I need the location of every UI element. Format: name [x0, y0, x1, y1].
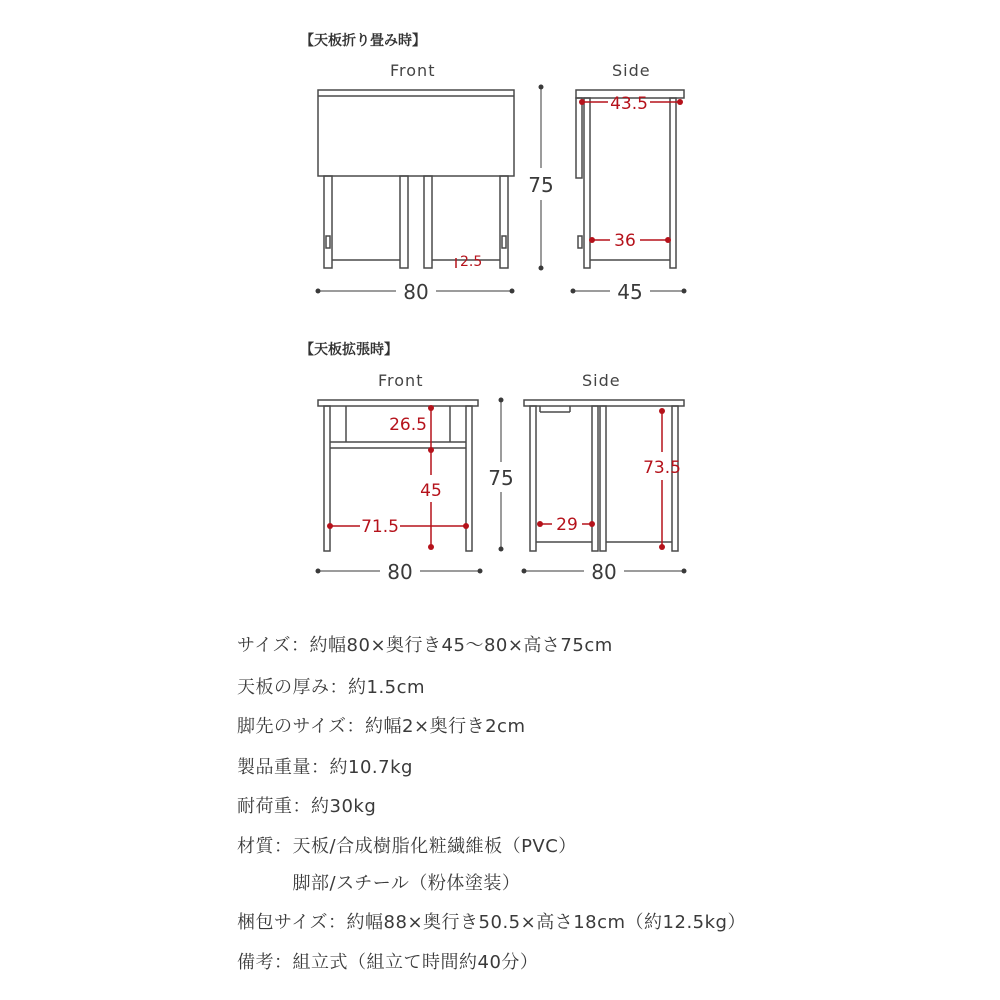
folded-front-label: Front — [390, 61, 436, 80]
expanded-front-height-dim: 75 — [488, 466, 514, 490]
expanded-side-base-depth-dim: 29 — [556, 515, 578, 535]
folded-side-width-dim: 45 — [617, 280, 643, 304]
spec-material-legs: 脚部/スチール（粉体塗装） — [237, 873, 521, 894]
folded-front-table — [318, 90, 514, 268]
spec-foot-size: 脚先のサイズ：約幅2×奥行き2cm — [237, 716, 526, 737]
spec-package-size: 梱包サイズ：約幅88×奥行き50.5×高さ18cm（約12.5kg） — [237, 912, 746, 933]
folded-side-bottom-depth-dim: 36 — [614, 231, 636, 251]
expanded-front-inner-width-dim: 71.5 — [361, 517, 399, 537]
expanded-front-upper-gap-dim: 26.5 — [389, 415, 427, 435]
spec-top-thickness: 天板の厚み：約1.5cm — [237, 677, 426, 698]
folded-side-top-depth-dim: 43.5 — [610, 94, 648, 114]
folded-front-foot-dim: 2.5 — [460, 254, 483, 270]
spec-size: サイズ：約幅80×奥行き45〜80×高さ75cm — [237, 635, 613, 656]
spec-weight: 製品重量：約10.7kg — [237, 757, 413, 778]
expanded-front-width-dim: 80 — [387, 560, 413, 584]
folded-front-width-dim: 80 — [403, 280, 429, 304]
expanded-diagram — [0, 320, 1000, 600]
folded-diagram — [0, 0, 1000, 320]
expanded-section-label: 【天板拡張時】 — [300, 342, 398, 358]
spec-material-top: 材質：天板/合成樹脂化粧繊維板（PVC） — [237, 836, 577, 857]
spec-notes: 備考：組立式（組立て時間約40分） — [237, 952, 539, 973]
folded-section-label: 【天板折り畳み時】 — [300, 33, 426, 49]
expanded-side-label: Side — [582, 371, 621, 390]
folded-side-label: Side — [612, 61, 651, 80]
spec-load-capacity: 耐荷重：約30kg — [237, 796, 377, 817]
expanded-side-inner-height-dim: 73.5 — [643, 458, 681, 478]
folded-front-height-dim: 75 — [528, 173, 554, 197]
expanded-front-label: Front — [378, 371, 424, 390]
expanded-front-leg-height-dim: 45 — [420, 481, 442, 501]
expanded-side-width-dim: 80 — [591, 560, 617, 584]
